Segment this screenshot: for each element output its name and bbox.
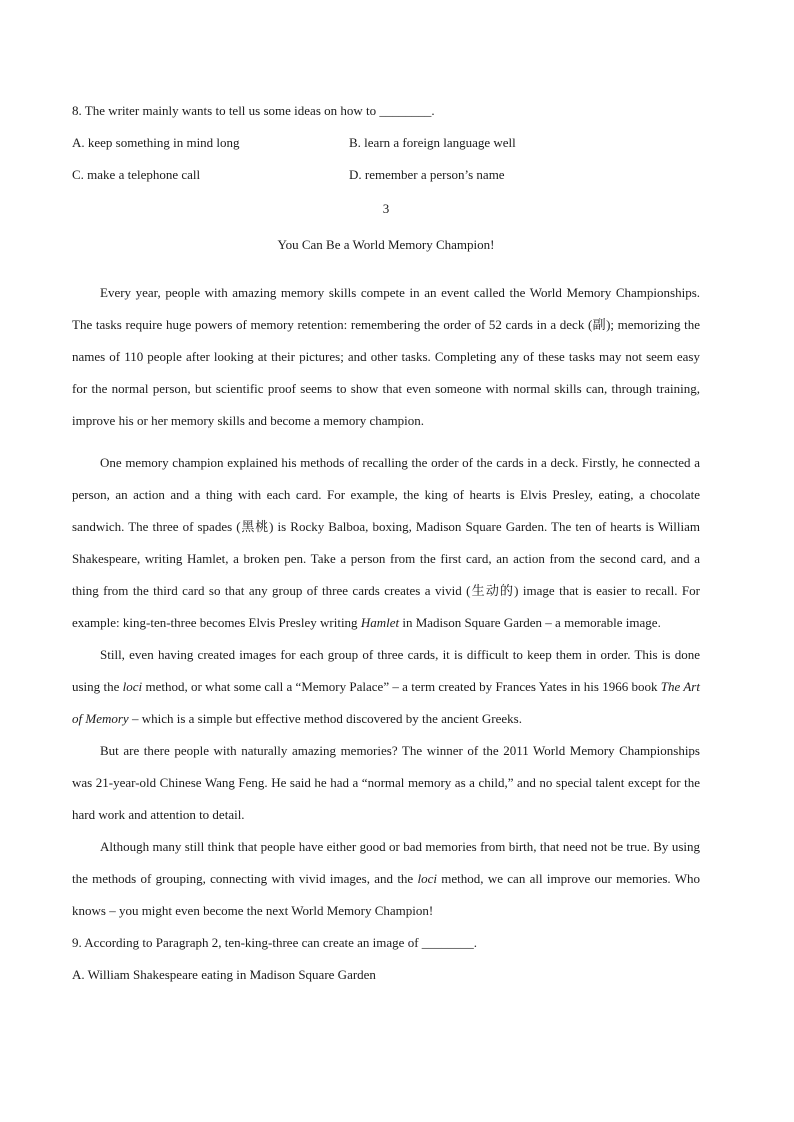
document-page	[72, 100, 700, 991]
question-8-option-a: A. keep something in mind long	[72, 135, 240, 150]
passage-paragraph-4: But are there people with naturally amazing memories? The winner of the 2011 World Memory Championships was 21-year-old Chinese Wang Feng. He said he had a “normal memory as a child,” and no special talent except for the hard work and attention to detail.	[72, 743, 700, 822]
passage-paragraph-2: One memory champion explained his methods of recalling the order of the cards in a deck. Firstly, he connected a person, an action and a thing with each card. For example, the king of hearts is Elvis Presley, eating, a chocolate sandwich. The three of spades (黑桃) is Rocky Balboa, boxing, Madison Square Garden. The ten of hearts is William Shakespeare, writing Hamlet, a broken pen. Take a person from the first card, an action from the second card, and a thing from the third card so that any group of three cards creates a vivid (生动的) image that is easier to recall. For example: king-ten-three becomes Elvis Presley writing Hamlet in Madison Square Garden – a memorable image.	[72, 455, 700, 630]
question-8-option-d: D. remember a person’s name	[349, 167, 505, 182]
passage-number: 3	[382, 201, 390, 216]
passage-title: You Can Be a World Memory Champion!	[277, 237, 495, 252]
question-8-option-c: C. make a telephone call	[72, 167, 201, 182]
question-8-options-row-1	[72, 132, 700, 154]
question-9-stem: 9. According to Paragraph 2, ten-king-three can create an image of ________.	[72, 935, 478, 950]
question-8-stem: 8. The writer mainly wants to tell us some ideas on how to ________.	[72, 103, 435, 118]
question-9-option-a: A. William Shakespeare eating in Madison Square Garden	[72, 967, 376, 982]
passage-paragraph-1: Every year, people with amazing memory skills compete in an event called the World Memory Championships. The tasks require huge powers of memory retention: remembering the order of 52 cards in a deck (副); memorizing the names of 110 people after looking at their pictures; and other tasks. Completing any of these tasks may not seem easy for the normal person, but scientific proof seems to show that even someone with normal skills can, through training, improve his or her memory skills and become a memory champion.	[72, 285, 700, 428]
question-8-option-b: B. learn a foreign language well	[349, 135, 516, 150]
passage-paragraph-5: Although many still think that people have either good or bad memories from birth, that need not be true. By using the methods of grouping, connecting with vivid images, and the loci method, we can all improve our memories. Who knows – you might even become the next World Memory Champion!	[72, 839, 700, 918]
passage-paragraph-3: Still, even having created images for each group of three cards, it is difficult to keep them in order. This is done using the loci method, or what some call a “Memory Palace” – a term created by Frances Yates in his 1966 book The Art of Memory – which is a simple but effective method discovered by the ancient Greeks.	[72, 647, 700, 726]
question-8-options-row-2	[72, 164, 700, 186]
